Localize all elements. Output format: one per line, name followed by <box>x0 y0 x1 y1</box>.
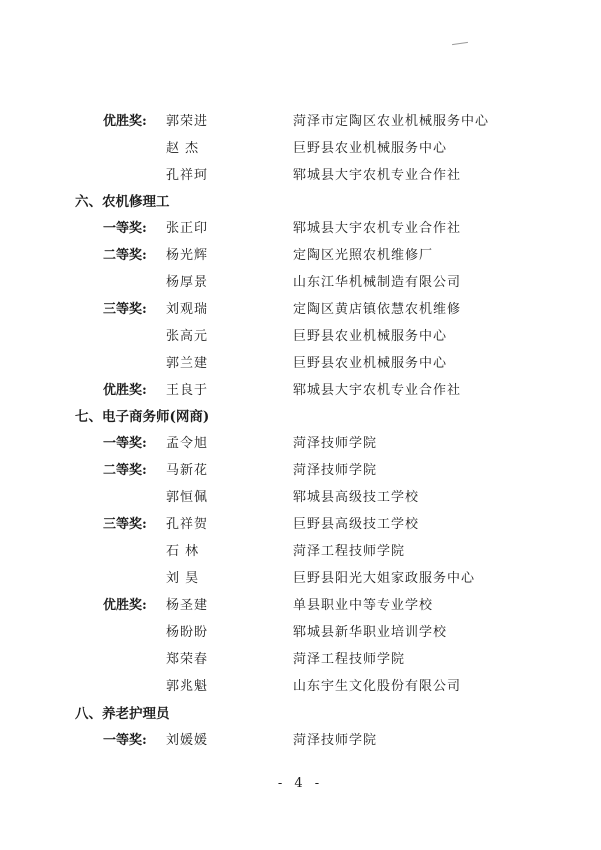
winner-organization: 菏泽工程技师学院 <box>293 544 406 559</box>
winner-name: 马新花 <box>166 463 209 478</box>
winner-name: 石 林 <box>166 544 200 559</box>
winner-name: 刘 昊 <box>166 571 200 586</box>
winner-name: 张高元 <box>166 329 209 344</box>
winner-name: 张正印 <box>166 221 209 236</box>
winner-name: 孔祥贺 <box>166 517 209 532</box>
winner-organization: 巨野县阳光大姐家政服务中心 <box>293 571 476 586</box>
award-level: 一等奖: <box>103 221 147 236</box>
winner-organization: 菏泽技师学院 <box>293 733 378 748</box>
winner-name: 杨光辉 <box>166 248 209 263</box>
winner-organization: 山东江华机械制造有限公司 <box>293 275 462 290</box>
winner-organization: 巨野县农业机械服务中心 <box>293 329 448 344</box>
winner-organization: 菏泽技师学院 <box>293 463 378 478</box>
winner-name: 郑荣春 <box>166 652 209 667</box>
section-heading: 六、农机修理工 <box>75 194 170 210</box>
award-level: 优胜奖: <box>103 598 147 613</box>
winner-organization: 菏泽工程技师学院 <box>293 652 406 667</box>
award-level: 三等奖: <box>103 517 147 532</box>
award-level: 三等奖: <box>103 302 147 317</box>
winner-name: 杨厚景 <box>166 275 209 290</box>
winner-name: 孟令旭 <box>166 436 209 451</box>
winner-organization: 郓城县大宇农机专业合作社 <box>293 383 462 398</box>
award-level: 一等奖: <box>103 733 147 748</box>
award-level: 优胜奖: <box>103 383 147 398</box>
winner-organization: 山东宇生文化股份有限公司 <box>293 679 462 694</box>
section-heading: 七、电子商务师(网商) <box>75 409 210 425</box>
winner-name: 杨盼盼 <box>166 625 209 640</box>
winner-organization: 郓城县大宇农机专业合作社 <box>293 168 462 183</box>
winner-name: 郭荣进 <box>166 114 209 129</box>
winner-name: 孔祥珂 <box>166 168 209 183</box>
winner-organization: 菏泽市定陶区农业机械服务中心 <box>293 114 490 129</box>
winner-name: 郭恒佩 <box>166 490 209 505</box>
winner-name: 王良于 <box>166 383 209 398</box>
award-level: 一等奖: <box>103 436 147 451</box>
award-level: 优胜奖: <box>103 114 147 129</box>
winner-organization: 巨野县高级技工学校 <box>293 517 420 532</box>
winner-name: 刘媛媛 <box>166 733 209 748</box>
winner-organization: 定陶区黄店镇依慧农机维修 <box>293 302 462 317</box>
award-level: 二等奖: <box>103 463 147 478</box>
winner-organization: 巨野县农业机械服务中心 <box>293 356 448 371</box>
winner-name: 郭兰建 <box>166 356 209 371</box>
winner-name: 刘观瑞 <box>166 302 209 317</box>
winner-organization: 郓城县高级技工学校 <box>293 490 420 505</box>
winner-name: 郭兆魁 <box>166 679 209 694</box>
winner-organization: 巨野县农业机械服务中心 <box>293 141 448 156</box>
award-level: 二等奖: <box>103 248 147 263</box>
winner-organization: 郓城县大宇农机专业合作社 <box>293 221 462 236</box>
winner-name: 赵 杰 <box>166 141 200 156</box>
winner-organization: 单县职业中等专业学校 <box>293 598 434 613</box>
winner-organization: 定陶区光照农机维修厂 <box>293 248 434 263</box>
winner-organization: 菏泽技师学院 <box>293 436 378 451</box>
page-number: - 4 - <box>277 776 324 791</box>
winner-organization: 郓城县新华职业培训学校 <box>293 625 448 640</box>
winner-name: 杨圣建 <box>166 598 209 613</box>
scan-mark <box>452 42 468 45</box>
section-heading: 八、养老护理员 <box>75 706 170 722</box>
